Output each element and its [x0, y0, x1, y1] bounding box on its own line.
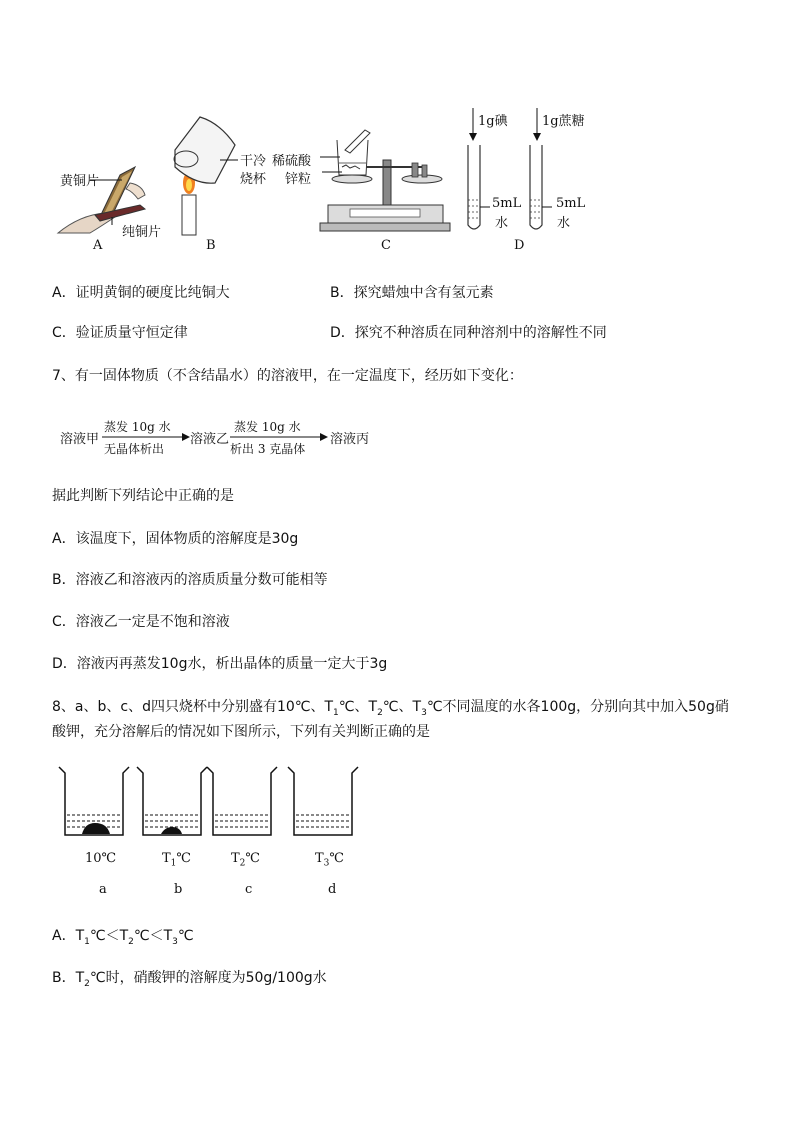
label-dry-cold: 干冷: [240, 154, 267, 169]
option-text: ℃＜T: [89, 928, 129, 944]
beaker-c-temp: [231, 851, 260, 869]
label-sucrose: 1g蔗糖: [542, 114, 585, 129]
label-zinc-granules: 锌粒: [285, 172, 312, 187]
beaker-b: [137, 767, 207, 835]
q8-beakers-drawing: [55, 765, 365, 840]
beaker-a-name: a: [99, 882, 107, 897]
beaker-d-temp: [315, 851, 344, 869]
label-iodine: 1g碘: [478, 114, 508, 129]
caption-c: C: [381, 238, 391, 253]
q7-option-b[interactable]: B．溶液乙和溶液丙的溶质质量分数可能相等: [52, 572, 328, 588]
arrow2-top-label: 蒸发 10g 水: [234, 420, 301, 434]
caption-b: B: [206, 238, 216, 253]
q7-prompt: 据此判断下列结论中正确的是: [52, 488, 234, 504]
caption-d: D: [514, 238, 525, 253]
temp-prefix: T: [231, 851, 240, 866]
subscript: 2: [128, 936, 134, 947]
label-water-2: 水: [557, 216, 571, 231]
q8-stem-part2: ℃、T: [338, 699, 378, 715]
q7-option-c[interactable]: C．溶液乙一定是不饱和溶液: [52, 614, 230, 630]
temp-suffix: ℃: [329, 851, 344, 866]
beaker-d: [288, 767, 358, 835]
beaker-b-name: b: [174, 882, 183, 897]
q8-stem-line2: 酸钾，充分溶解后的情况如下图所示，下列有关判断正确的是: [52, 724, 430, 740]
q8-option-a[interactable]: [52, 926, 194, 952]
beaker-a-temp: 10℃: [85, 851, 117, 866]
figure-b-drawing: [174, 117, 238, 235]
option-text: ℃＜T: [133, 928, 173, 944]
beaker-a: [59, 767, 129, 835]
scheme-solution-a: 溶液甲: [60, 432, 100, 447]
label-volume-1: 5mL: [492, 196, 522, 211]
arrow2-bottom-label: 析出 3 克晶体: [230, 442, 306, 456]
q7-option-d[interactable]: D．溶液丙再蒸发10g水，析出晶体的质量一定大于3g: [52, 656, 388, 672]
temp-suffix: ℃: [245, 851, 260, 866]
beaker-c-name: c: [245, 882, 253, 897]
beaker-b-temp: [162, 851, 191, 869]
arrow1-bottom-label: 无晶体析出: [104, 442, 165, 456]
label-pure-copper: 纯铜片: [122, 225, 162, 240]
option-text: B．T: [52, 970, 85, 986]
subscript: 1: [333, 707, 339, 718]
label-beaker: 烧杯: [240, 172, 267, 187]
subscript: 3: [323, 858, 330, 869]
q6-option-b[interactable]: B．探究蜡烛中含有氢元素: [330, 285, 494, 301]
figure-c-drawing: [320, 130, 450, 231]
scheme-solution-c: 溶液丙: [330, 432, 370, 447]
temp-prefix: T: [315, 851, 324, 866]
q6-option-d[interactable]: D．探究不种溶质在同种溶剂中的溶解性不同: [330, 325, 607, 341]
q7-stem: 7、有一固体物质（不含结晶水）的溶液甲，在一定温度下，经历如下变化：: [52, 368, 523, 384]
label-brass: 黄铜片: [60, 174, 100, 189]
q8-stem-part4: ℃不同温度的水各100g，分别向其中加入50g硝: [426, 699, 729, 715]
label-water-1: 水: [495, 216, 509, 231]
temp-suffix: ℃: [176, 851, 191, 866]
caption-a: A: [93, 238, 103, 253]
scheme-solution-b: 溶液乙: [190, 432, 230, 447]
label-volume-2: 5mL: [556, 196, 586, 211]
q8-stem-part1: 8、a、b、c、d四只烧杯中分别盛有10℃、T: [52, 699, 334, 715]
scheme-arrows: [100, 430, 335, 444]
option-text: ℃时，硝酸钾的溶解度为50g/100g水: [89, 970, 327, 986]
subscript: 2: [239, 858, 246, 869]
subscript: 2: [84, 978, 90, 989]
q6-option-a[interactable]: A．证明黄铜的硬度比纯铜大: [52, 285, 230, 301]
subscript: 3: [172, 936, 178, 947]
beaker-c: [207, 767, 277, 835]
arrow1-top-label: 蒸发 10g 水: [104, 420, 171, 434]
option-text: ℃: [177, 928, 194, 944]
q8-stem-part3: ℃、T: [382, 699, 422, 715]
temp-prefix: T: [162, 851, 171, 866]
subscript: 1: [84, 936, 90, 947]
q6-option-c[interactable]: C．验证质量守恒定律: [52, 325, 188, 341]
q8-option-b[interactable]: [52, 968, 327, 994]
q7-option-a[interactable]: A．该温度下，固体物质的溶解度是30g: [52, 531, 299, 547]
option-text: A．T: [52, 928, 85, 944]
subscript: 1: [170, 858, 177, 869]
subscript: 3: [421, 707, 427, 718]
beaker-d-name: d: [328, 882, 337, 897]
subscript: 2: [377, 707, 383, 718]
label-dilute-sulfuric-acid: 稀硫酸: [272, 154, 312, 169]
q8-stem-line1: [52, 697, 729, 723]
